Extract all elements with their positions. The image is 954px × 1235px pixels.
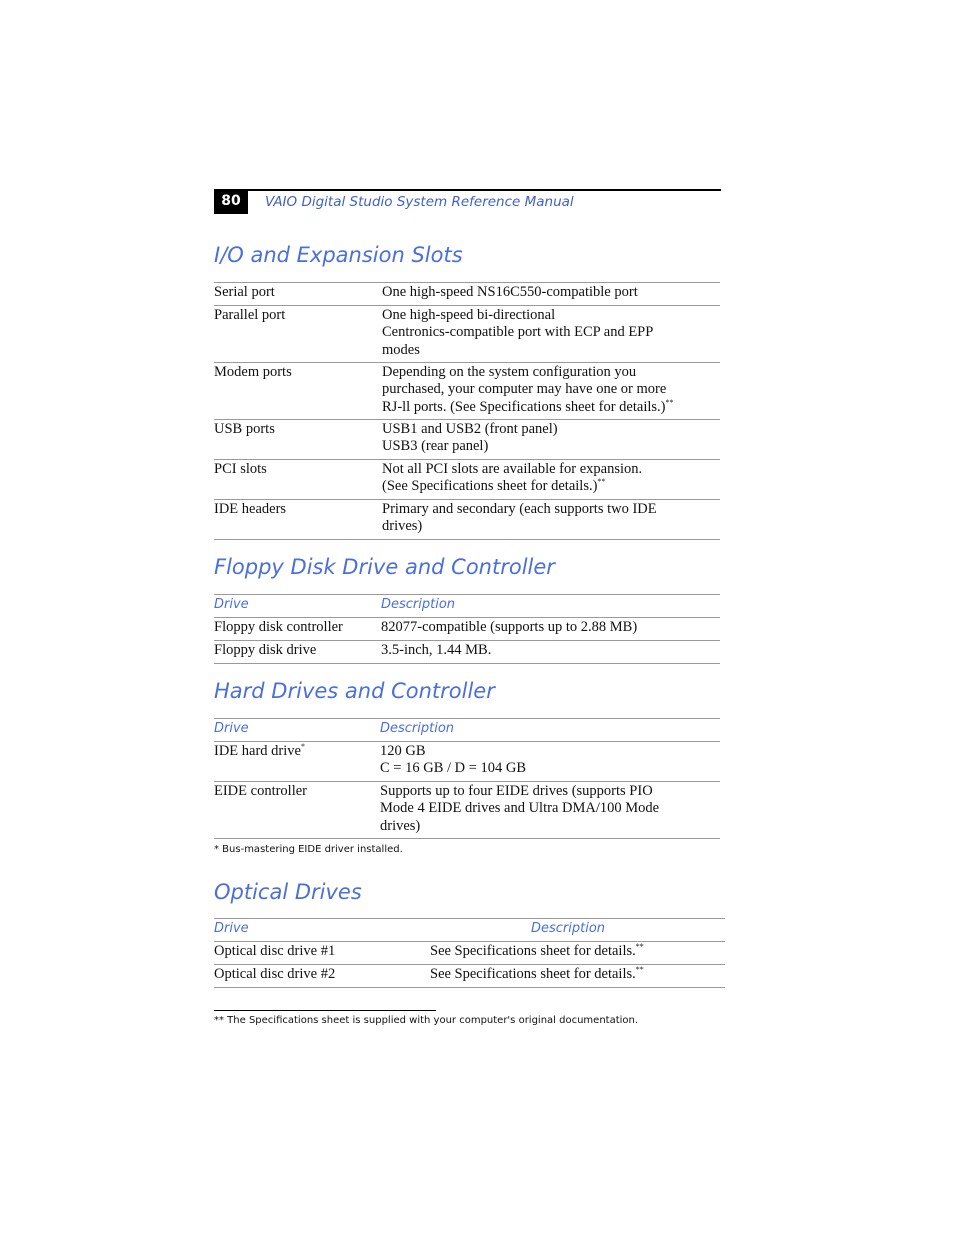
floppy-table — [214, 594, 720, 664]
table-row: Floppy disk drive 3.5-inch, 1.44 MB. — [214, 641, 720, 664]
table-row: Modem ports Depending on the system configuration you purchased, your computer may have one or more RJ-ll ports. (See Specifications sheet for details.)** — [214, 363, 720, 420]
page-number: 80 — [214, 189, 248, 214]
section-title-io: I/O and Expansion Slots — [214, 243, 463, 267]
table-row: Floppy disk controller 82077-compatible (supports up to 2.88 MB) — [214, 618, 720, 641]
column-header-drive: Drive — [214, 921, 249, 936]
table-row: Optical disc drive #2 See Specifications sheet for details.** — [214, 965, 725, 988]
page-footnote: ** The Specifications sheet is supplied with your computer's original documentation. — [214, 1015, 639, 1026]
running-header-title: VAIO Digital Studio System Reference Manual — [265, 194, 574, 210]
column-header-description: Description — [380, 721, 455, 736]
column-header-description: Description — [381, 597, 456, 612]
table-row: PCI slots Not all PCI slots are available for expansion. (See Specifications sheet for details.)** — [214, 460, 720, 500]
column-header-description: Description — [531, 921, 606, 936]
section-title-floppy: Floppy Disk Drive and Controller — [214, 555, 555, 579]
table-row: IDE headers Primary and secondary (each supports two IDE drives) — [214, 500, 720, 540]
table-header-row — [214, 719, 720, 742]
table-row: Optical disc drive #1 See Specifications sheet for details.** — [214, 942, 725, 965]
optical-table — [214, 918, 725, 988]
table-row: Parallel port One high-speed bi-directional Centronics-compatible port with ECP and EPP modes — [214, 306, 720, 363]
section-title-hard-drives: Hard Drives and Controller — [214, 679, 495, 703]
column-header-drive: Drive — [214, 597, 249, 612]
hard-drive-table — [214, 718, 720, 839]
footnote-rule — [214, 1010, 436, 1011]
column-header-drive: Drive — [214, 721, 249, 736]
table-row: USB ports USB1 and USB2 (front panel) USB3 (rear panel) — [214, 420, 720, 460]
table-header-row — [214, 919, 725, 942]
table-row: EIDE controller Supports up to four EIDE drives (supports PIO Mode 4 EIDE drives and Ultra DMA/100 Mode drives) — [214, 782, 720, 839]
section-title-optical: Optical Drives — [214, 880, 362, 904]
hard-drive-footnote: * Bus-mastering EIDE driver installed. — [214, 844, 403, 855]
table-header-row — [214, 595, 720, 618]
header-rule — [214, 189, 721, 191]
table-row: Serial port One high-speed NS16C550-compatible port — [214, 283, 720, 306]
table-row: IDE hard drive* 120 GB C = 16 GB / D = 104 GB — [214, 742, 720, 782]
io-table — [214, 282, 720, 540]
